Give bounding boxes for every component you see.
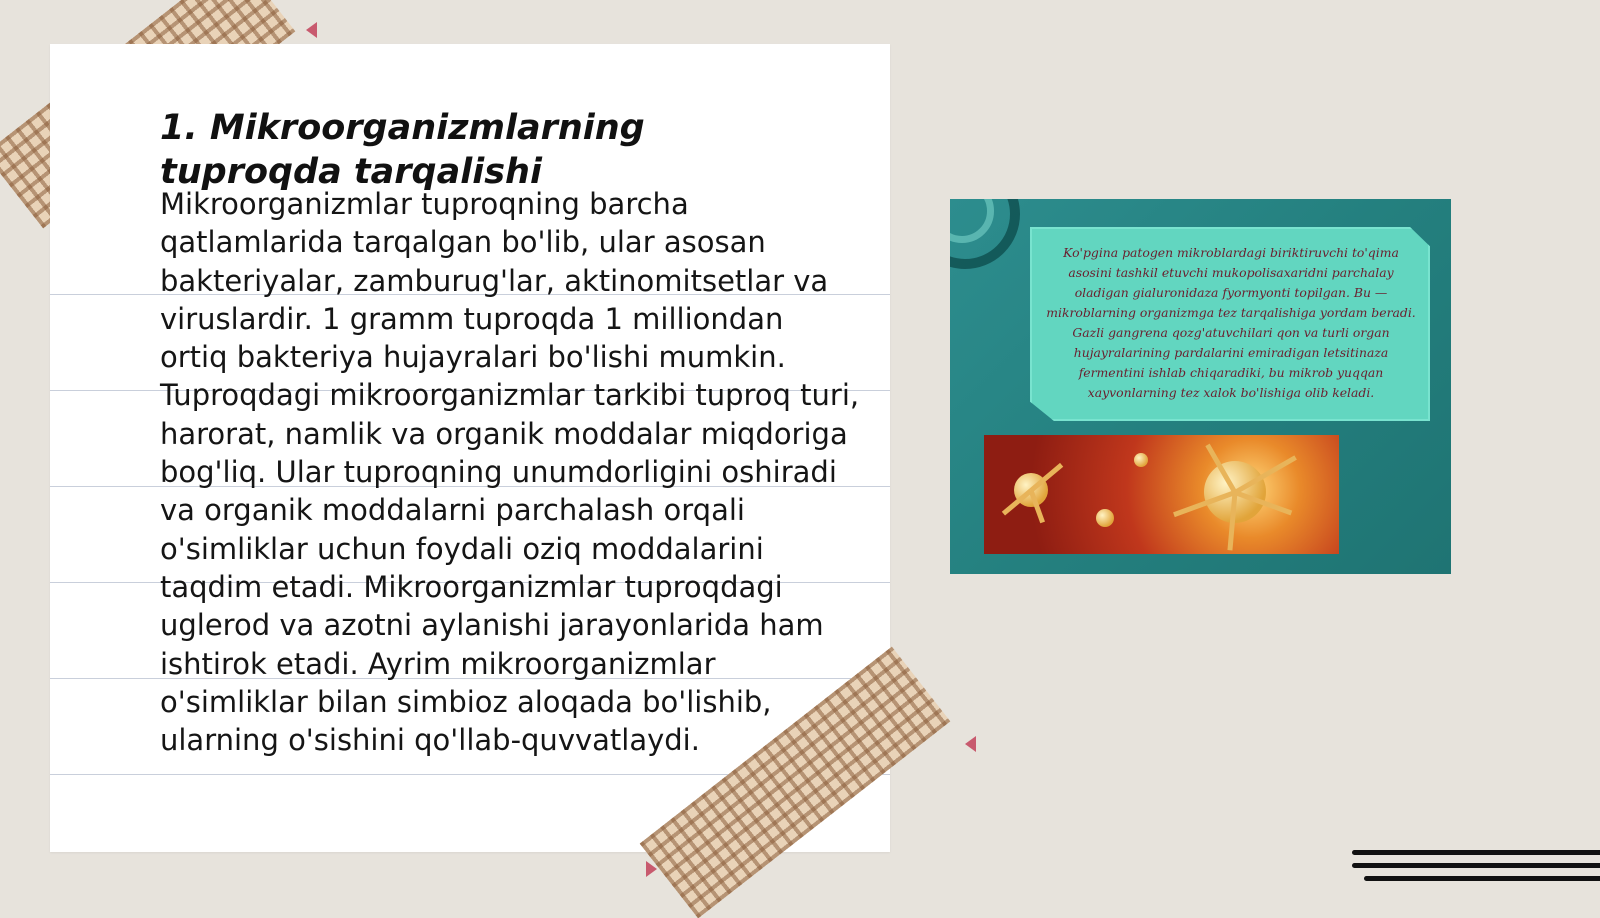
tape-pin-marker <box>646 861 657 877</box>
tape-pin-marker <box>965 736 976 752</box>
slide-title: 1. Mikroorganizmlarning tuproqda tarqalishi <box>160 108 645 192</box>
virus-illustration <box>984 435 1339 554</box>
microbe-info-image <box>950 199 1451 574</box>
decorative-stripe <box>1352 863 1600 868</box>
decorative-stripe <box>1352 850 1600 855</box>
tape-pin-marker <box>306 22 317 38</box>
info-card-text: Ko'pgina patogen mikroblardagi biriktiruvchi to'qima asosini tashkil etuvchi mukopolisaxaridni parchalay oladigan gialuronidaza fyormyonti topilgan. Bu — mikroblarning organizmga tez tarqalishiga yordam beradi. Gazli gangrena qozg'atuvchilari qon va turli organ hujayralarining pardalarini emiradigan letsitinaza fermentini ishlab chiqaradiki, bu mikrob yuqqan xayvonlarning tez xalok bo'lishiga olib keladi. <box>1046 245 1416 400</box>
virus-body <box>1096 509 1114 527</box>
virus-body <box>1134 453 1148 467</box>
decorative-stripe <box>1364 876 1600 881</box>
lined-paper-card <box>50 44 890 852</box>
slide-body-text: Mikroorganizmlar tuproqning barcha qatlamlarida tarqalgan bo'lib, ular asosan bakteriyalar, zamburug'lar, aktinomitsetlar va viruslardir. 1 gramm tuproqda 1 milliondan ortiq bakteriya hujayralari bo'lishi mumkin. Tuproqdagi mikroorganizmlar tarkibi tuproq turi, harorat, namlik va organik moddalar miqdoriga bog'liq. Ular tuproqning unumdorligini oshiradi va organik moddalarni parchalash orqali o'simliklar uchun foydali oziq moddalarini taqdim etadi. Mikroorganizmlar tuproqdagi uglerod va azotni aylanishi jarayonlarida ham ishtirok etadi. Ayrim mikroorganizmlar o'simliklar bilan simbioz aloqada bo'lishib, ularning o'sishini qo'llab-quvvatlaydi. <box>160 187 860 758</box>
